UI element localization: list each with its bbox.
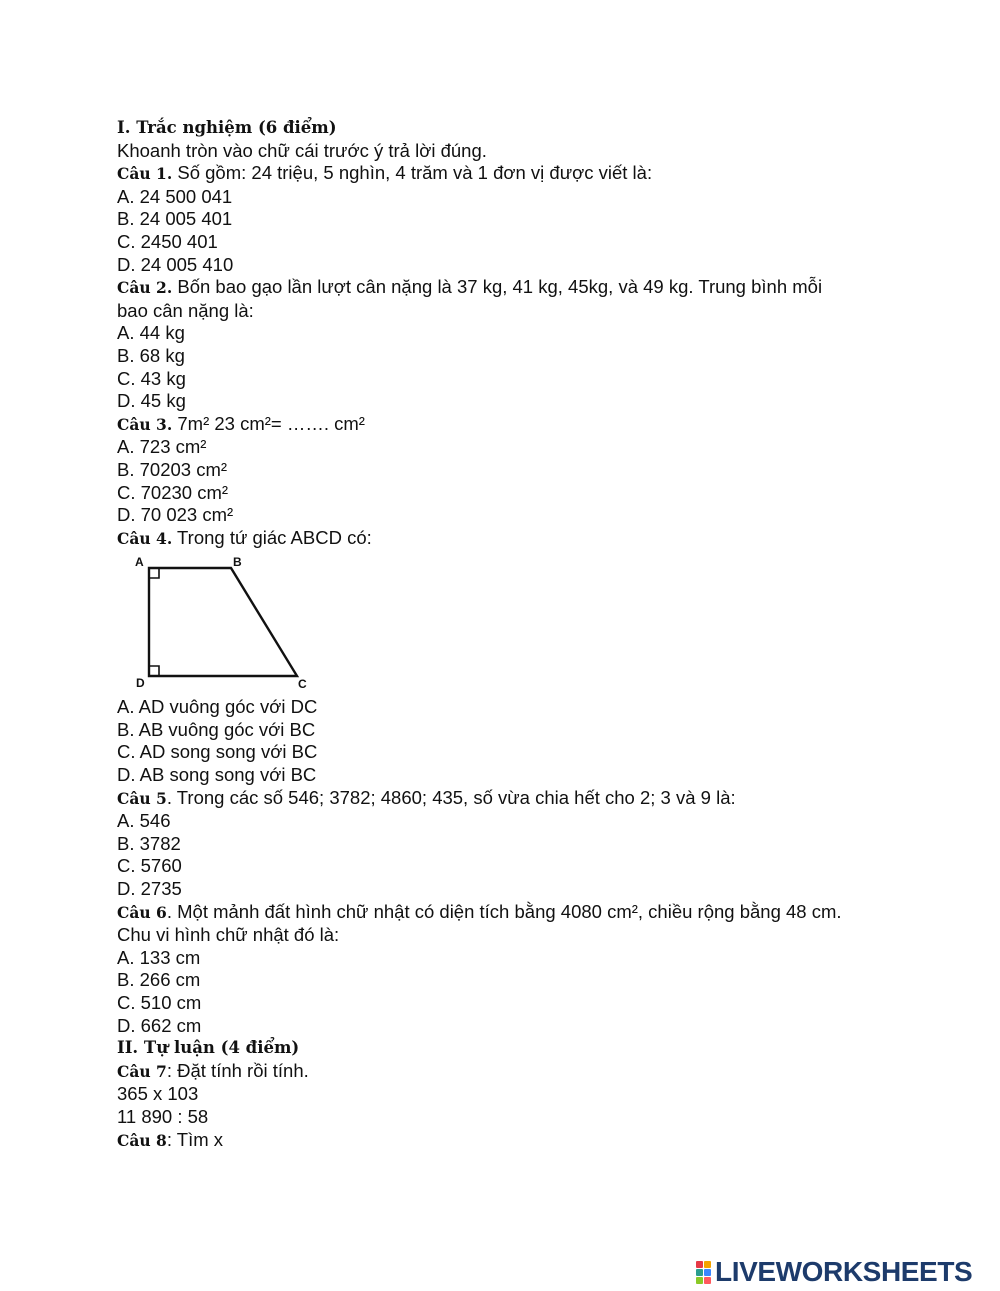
logo-cell [704,1269,711,1276]
question-2-text: Bốn bao gạo lần lượt cân nặng là 37 kg, 41 kg, 45kg, và 49 kg. Trung bình mỗi [172,276,823,298]
question-2-option-c[interactable]: C. 43 kg [117,367,186,389]
question-6-option-c[interactable]: C. 510 cm [117,992,202,1013]
question-7-item-1: 365 x 103 [117,1083,199,1105]
question-5-option-b[interactable]: B. 3782 [117,832,181,854]
question-2-option-d[interactable]: D. 45 kg [117,390,186,412]
logo-cell [696,1261,703,1268]
question-3-text: 7m² 23 cm²= ……. cm² [172,412,365,434]
question-1-option-a[interactable]: A. 24 500 041 [117,185,233,207]
vertex-label-b: B [233,556,242,570]
question-7-item-2: 11 890 : 58 [117,1105,209,1127]
question-7-label: Câu 7 [117,1061,167,1081]
quadrilateral-shape [149,568,297,676]
question-3 [117,413,937,437]
question-7-text: : Đặt tính rồi tính. [166,1059,309,1081]
question-6-option-d[interactable]: D. 662 cm [117,1014,202,1036]
question-2-option-b[interactable]: B. 68 kg [117,344,185,366]
question-7 [117,1060,937,1084]
essay-heading: II. Tự luận (4 điểm) [117,1038,300,1058]
multiple-choice-heading: I. Trắc nghiệm (6 điểm) [117,118,337,137]
question-4-option-d[interactable]: D. AB song song với BC [117,764,317,786]
question-8-label: Câu 8 [117,1130,167,1150]
question-6 [117,901,937,925]
vertex-label-c: C [298,677,307,689]
right-angle-mark-a [149,568,159,578]
question-2-label: Câu 2. [117,278,173,298]
logo-cell [704,1261,711,1268]
liveworksheets-logo-text: LIVEWORKSHEETS [715,1256,973,1287]
question-6-text-continued: Chu vi hình chữ nhật đó là: [117,924,340,946]
question-6-text: . Một mảnh đất hình chữ nhật có diện tích bằng 4080 cm², chiều rộng bằng 48 cm. [166,900,842,922]
question-2-text-continued: bao cân nặng là: [117,299,254,321]
question-6-option-b[interactable]: B. 266 cm [117,969,201,991]
question-3-option-a[interactable]: A. 723 cm² [117,436,207,458]
question-6-option-a[interactable]: A. 133 cm [117,946,201,968]
vertex-label-d: D [136,676,145,689]
quadrilateral-svg [117,556,307,688]
liveworksheets-logo-icon [696,1261,711,1284]
question-1-option-d[interactable]: D. 24 005 410 [117,253,234,275]
question-5-label: Câu 5 [117,788,167,808]
question-3-option-c[interactable]: C. 70230 cm² [117,481,229,503]
logo-cell [696,1269,703,1276]
instruction-text: Khoanh tròn vào chữ cái trước ý trả lời đúng. [117,139,487,161]
question-5 [117,787,937,811]
question-5-option-a[interactable]: A. 546 [117,810,171,832]
quadrilateral-abcd-figure [117,556,307,688]
right-angle-mark-d [149,666,159,676]
question-5-text: . Trong các số 546; 3782; 4860; 435, số vừa chia hết cho 2; 3 và 9 là: [166,786,736,808]
question-1-option-c[interactable]: C. 2450 401 [117,230,218,252]
logo-cell [704,1277,711,1284]
question-3-option-d[interactable]: D. 70 023 cm² [117,504,234,526]
question-4-option-a[interactable]: A. AD vuông góc với DC [117,696,318,718]
question-1-label: Câu 1. [117,164,173,184]
question-5-option-d[interactable]: D. 2735 [117,878,182,900]
logo-cell [696,1277,703,1284]
worksheet-content [117,117,937,1152]
question-4-text: Trong tứ giác ABCD có: [172,526,372,548]
question-4-option-b[interactable]: B. AB vuông góc với BC [117,718,316,740]
question-8 [117,1129,937,1153]
liveworksheets-logo[interactable] [696,1255,972,1289]
question-3-option-b[interactable]: B. 70203 cm² [117,458,228,480]
question-1-option-b[interactable]: B. 24 005 401 [117,208,233,230]
question-5-option-c[interactable]: C. 5760 [117,855,182,877]
vertex-label-a: A [135,556,144,570]
question-1 [117,162,937,186]
question-3-label: Câu 3. [117,414,173,434]
question-4 [117,527,937,551]
question-4-label: Câu 4. [117,528,173,548]
question-2-option-a[interactable]: A. 44 kg [117,322,185,344]
question-4-option-c[interactable]: C. AD song song với BC [117,741,318,763]
question-1-text: Số gồm: 24 triệu, 5 nghìn, 4 trăm và 1 đơn vị được viết là: [172,162,653,184]
question-2 [117,276,937,300]
question-8-text: : Tìm x [166,1128,224,1150]
question-6-label: Câu 6 [117,902,167,922]
